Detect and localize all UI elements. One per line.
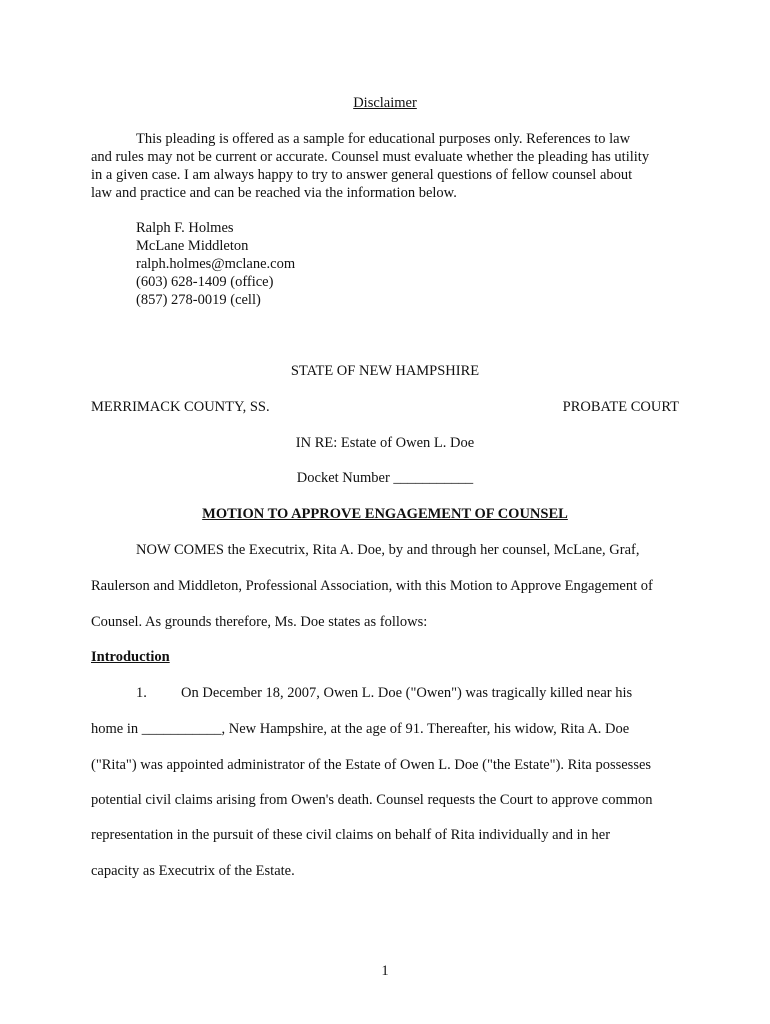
- contact-office-phone: (603) 628-1409 (office): [136, 274, 274, 290]
- motion-intro-line: Counsel. As grounds therefore, Ms. Doe states as follows:: [91, 614, 428, 630]
- motion-intro-line: NOW COMES the Executrix, Rita A. Doe, by and through her counsel, McLane, Graf,: [136, 542, 640, 558]
- contact-email: ralph.holmes@mclane.com: [136, 256, 296, 272]
- contact-cell-phone: (857) 278-0019 (cell): [136, 292, 261, 308]
- motion-title: MOTION TO APPROVE ENGAGEMENT OF COUNSEL: [202, 506, 568, 522]
- state-heading: STATE OF NEW HAMPSHIRE: [290, 363, 480, 379]
- paragraph-number: 1.: [136, 685, 147, 701]
- court-label: PROBATE COURT: [562, 399, 679, 415]
- paragraph-line: potential civil claims arising from Owen's death. Counsel requests the Court to approve common: [91, 792, 653, 808]
- in-re-line: IN RE: Estate of Owen L. Doe: [295, 435, 475, 451]
- paragraph-line: representation in the pursuit of these civil claims on behalf of Rita individually and in her: [91, 827, 611, 843]
- county-label: MERRIMACK COUNTY, SS.: [91, 399, 270, 415]
- disclaimer-line: This pleading is offered as a sample for educational purposes only. References to law: [136, 131, 631, 147]
- paragraph-line: ("Rita") was appointed administrator of the Estate of Owen L. Doe ("the Estate"). Rita possesses: [91, 757, 652, 773]
- disclaimer-title: Disclaimer: [353, 95, 417, 111]
- disclaimer-line: law and practice and can be reached via the information below.: [91, 185, 457, 201]
- paragraph-line: capacity as Executrix of the Estate.: [91, 863, 295, 879]
- contact-firm: McLane Middleton: [136, 238, 249, 254]
- contact-name: Ralph F. Holmes: [136, 220, 234, 236]
- paragraph-line: On December 18, 2007, Owen L. Doe ("Owen") was tragically killed near his: [181, 685, 633, 701]
- disclaimer-line: in a given case. I am always happy to try to answer general questions of fellow counsel about: [91, 167, 633, 183]
- paragraph-line: home in ___________, New Hampshire, at the age of 91. Thereafter, his widow, Rita A. Doe: [91, 721, 630, 737]
- page-number: 1: [381, 963, 389, 979]
- docket-number: Docket Number ___________: [296, 470, 474, 486]
- motion-intro-line: Raulerson and Middleton, Professional Association, with this Motion to Approve Engagement of: [91, 578, 653, 594]
- disclaimer-line: and rules may not be current or accurate. Counsel must evaluate whether the pleading has utility: [91, 149, 650, 165]
- section-heading: Introduction: [91, 649, 170, 665]
